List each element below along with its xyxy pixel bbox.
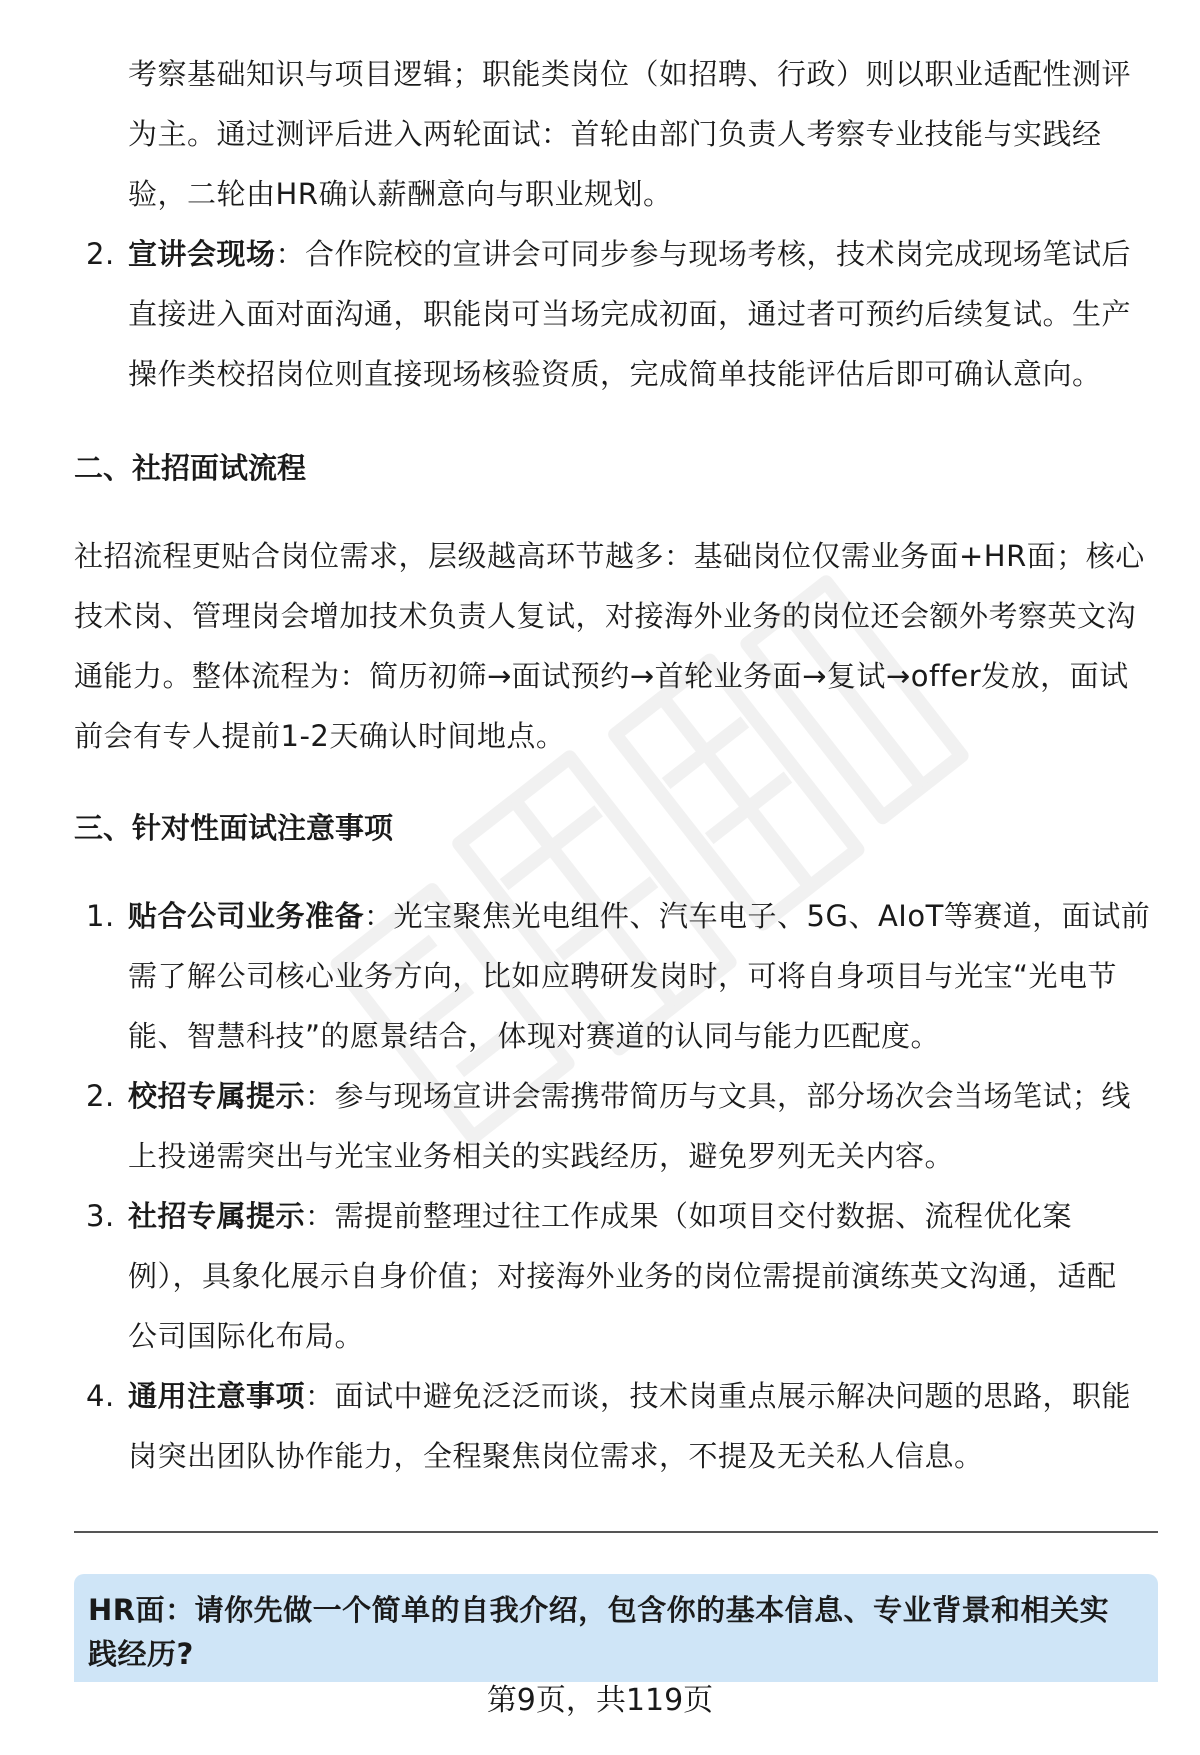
list-number: 2. xyxy=(86,237,115,271)
text-line: 直接进入面对面沟通，职能岗可当场完成初面，通过者可预约后续复试。生产 xyxy=(128,297,1132,331)
list-number: 3. xyxy=(86,1199,115,1233)
section1-list xyxy=(74,224,1160,404)
interview-question-box xyxy=(74,1574,1158,1682)
text-line: 公司国际化布局。 xyxy=(128,1319,365,1353)
list-number: 2. xyxy=(86,1079,115,1113)
text-line: 通能力。整体流程为：简历初筛→面试预约→首轮业务面→复试→offer发放，面试 xyxy=(74,659,1129,693)
list-item xyxy=(74,1366,1160,1486)
list-item xyxy=(74,1066,1160,1186)
text-line: 验，二轮由HR确认薪酬意向与职业规划。 xyxy=(128,177,673,211)
section-heading: 二、社招面试流程 xyxy=(74,451,307,485)
text-line: 校招专属提示：参与现场宣讲会需携带简历与文具，部分场次会当场笔试；线 xyxy=(128,1079,1132,1113)
section3-list xyxy=(74,886,1160,1486)
section-heading: 三、针对性面试注意事项 xyxy=(74,811,394,845)
list-number: 1. xyxy=(86,899,115,933)
text-line: 技术岗、管理岗会增加技术负责人复试，对接海外业务的岗位还会额外考察英文沟 xyxy=(74,599,1137,633)
item-title: 社招专属提示 xyxy=(128,1199,306,1233)
text-line: 岗突出团队协作能力，全程聚焦岗位需求，不提及无关私人信息。 xyxy=(128,1439,984,1473)
item-title: 通用注意事项 xyxy=(128,1379,306,1413)
text-line: 贴合公司业务准备：光宝聚焦光电组件、汽车电子、5G、AIoT等赛道，面试前 xyxy=(128,899,1151,933)
section2-paragraph xyxy=(74,526,1160,766)
question-line: 践经历? xyxy=(88,1637,194,1671)
item-title: 贴合公司业务准备 xyxy=(128,899,365,933)
text-line: 社招流程更贴合岗位需求，层级越高环节越多：基础岗位仅需业务面+HR面；核心 xyxy=(74,539,1145,573)
list-item xyxy=(74,224,1160,404)
list-item xyxy=(74,1186,1160,1366)
text-line: 社招专属提示：需提前整理过往工作成果（如项目交付数据、流程优化案 xyxy=(128,1199,1073,1233)
text-line: 宣讲会现场：合作院校的宣讲会可同步参与现场考核，技术岗完成现场笔试后 xyxy=(128,237,1132,271)
text-line: 能、智慧科技”的愿景结合，体现对赛道的认同与能力匹配度。 xyxy=(128,1019,941,1053)
text-line: 通用注意事项：面试中避免泛泛而谈，技术岗重点展示解决问题的思路，职能 xyxy=(128,1379,1132,1413)
text-line: 操作类校招岗位则直接现场核验资质，完成简单技能评估后即可确认意向。 xyxy=(128,357,1102,391)
text-line: 前会有专人提前1-2天确认时间地点。 xyxy=(74,719,566,753)
section1-continuation xyxy=(74,44,1160,224)
list-number: 4. xyxy=(86,1379,115,1413)
item-title: 宣讲会现场 xyxy=(128,237,276,271)
item-title: 校招专属提示 xyxy=(128,1079,306,1113)
list-item xyxy=(74,886,1160,1066)
text-line: 上投递需突出与光宝业务相关的实践经历，避免罗列无关内容。 xyxy=(128,1139,955,1173)
text-line: 例），具象化展示自身价值；对接海外业务的岗位需提前演练英文沟通，适配 xyxy=(128,1259,1117,1293)
section-divider xyxy=(74,1531,1158,1533)
text-line: 需了解公司核心业务方向，比如应聘研发岗时，可将自身项目与光宝“光电节 xyxy=(128,959,1118,993)
question-line: HR面：请你先做一个简单的自我介绍，包含你的基本信息、专业背景和相关实 xyxy=(88,1593,1110,1627)
page-number: 第9页，共119页 xyxy=(486,1683,714,1718)
text-line: 为主。通过测评后进入两轮面试：首轮由部门负责人考察专业技能与实践经 xyxy=(128,117,1102,151)
text-line: 考察基础知识与项目逻辑；职能类岗位（如招聘、行政）则以职业适配性测评 xyxy=(128,57,1132,91)
main-content xyxy=(74,52,1160,1486)
